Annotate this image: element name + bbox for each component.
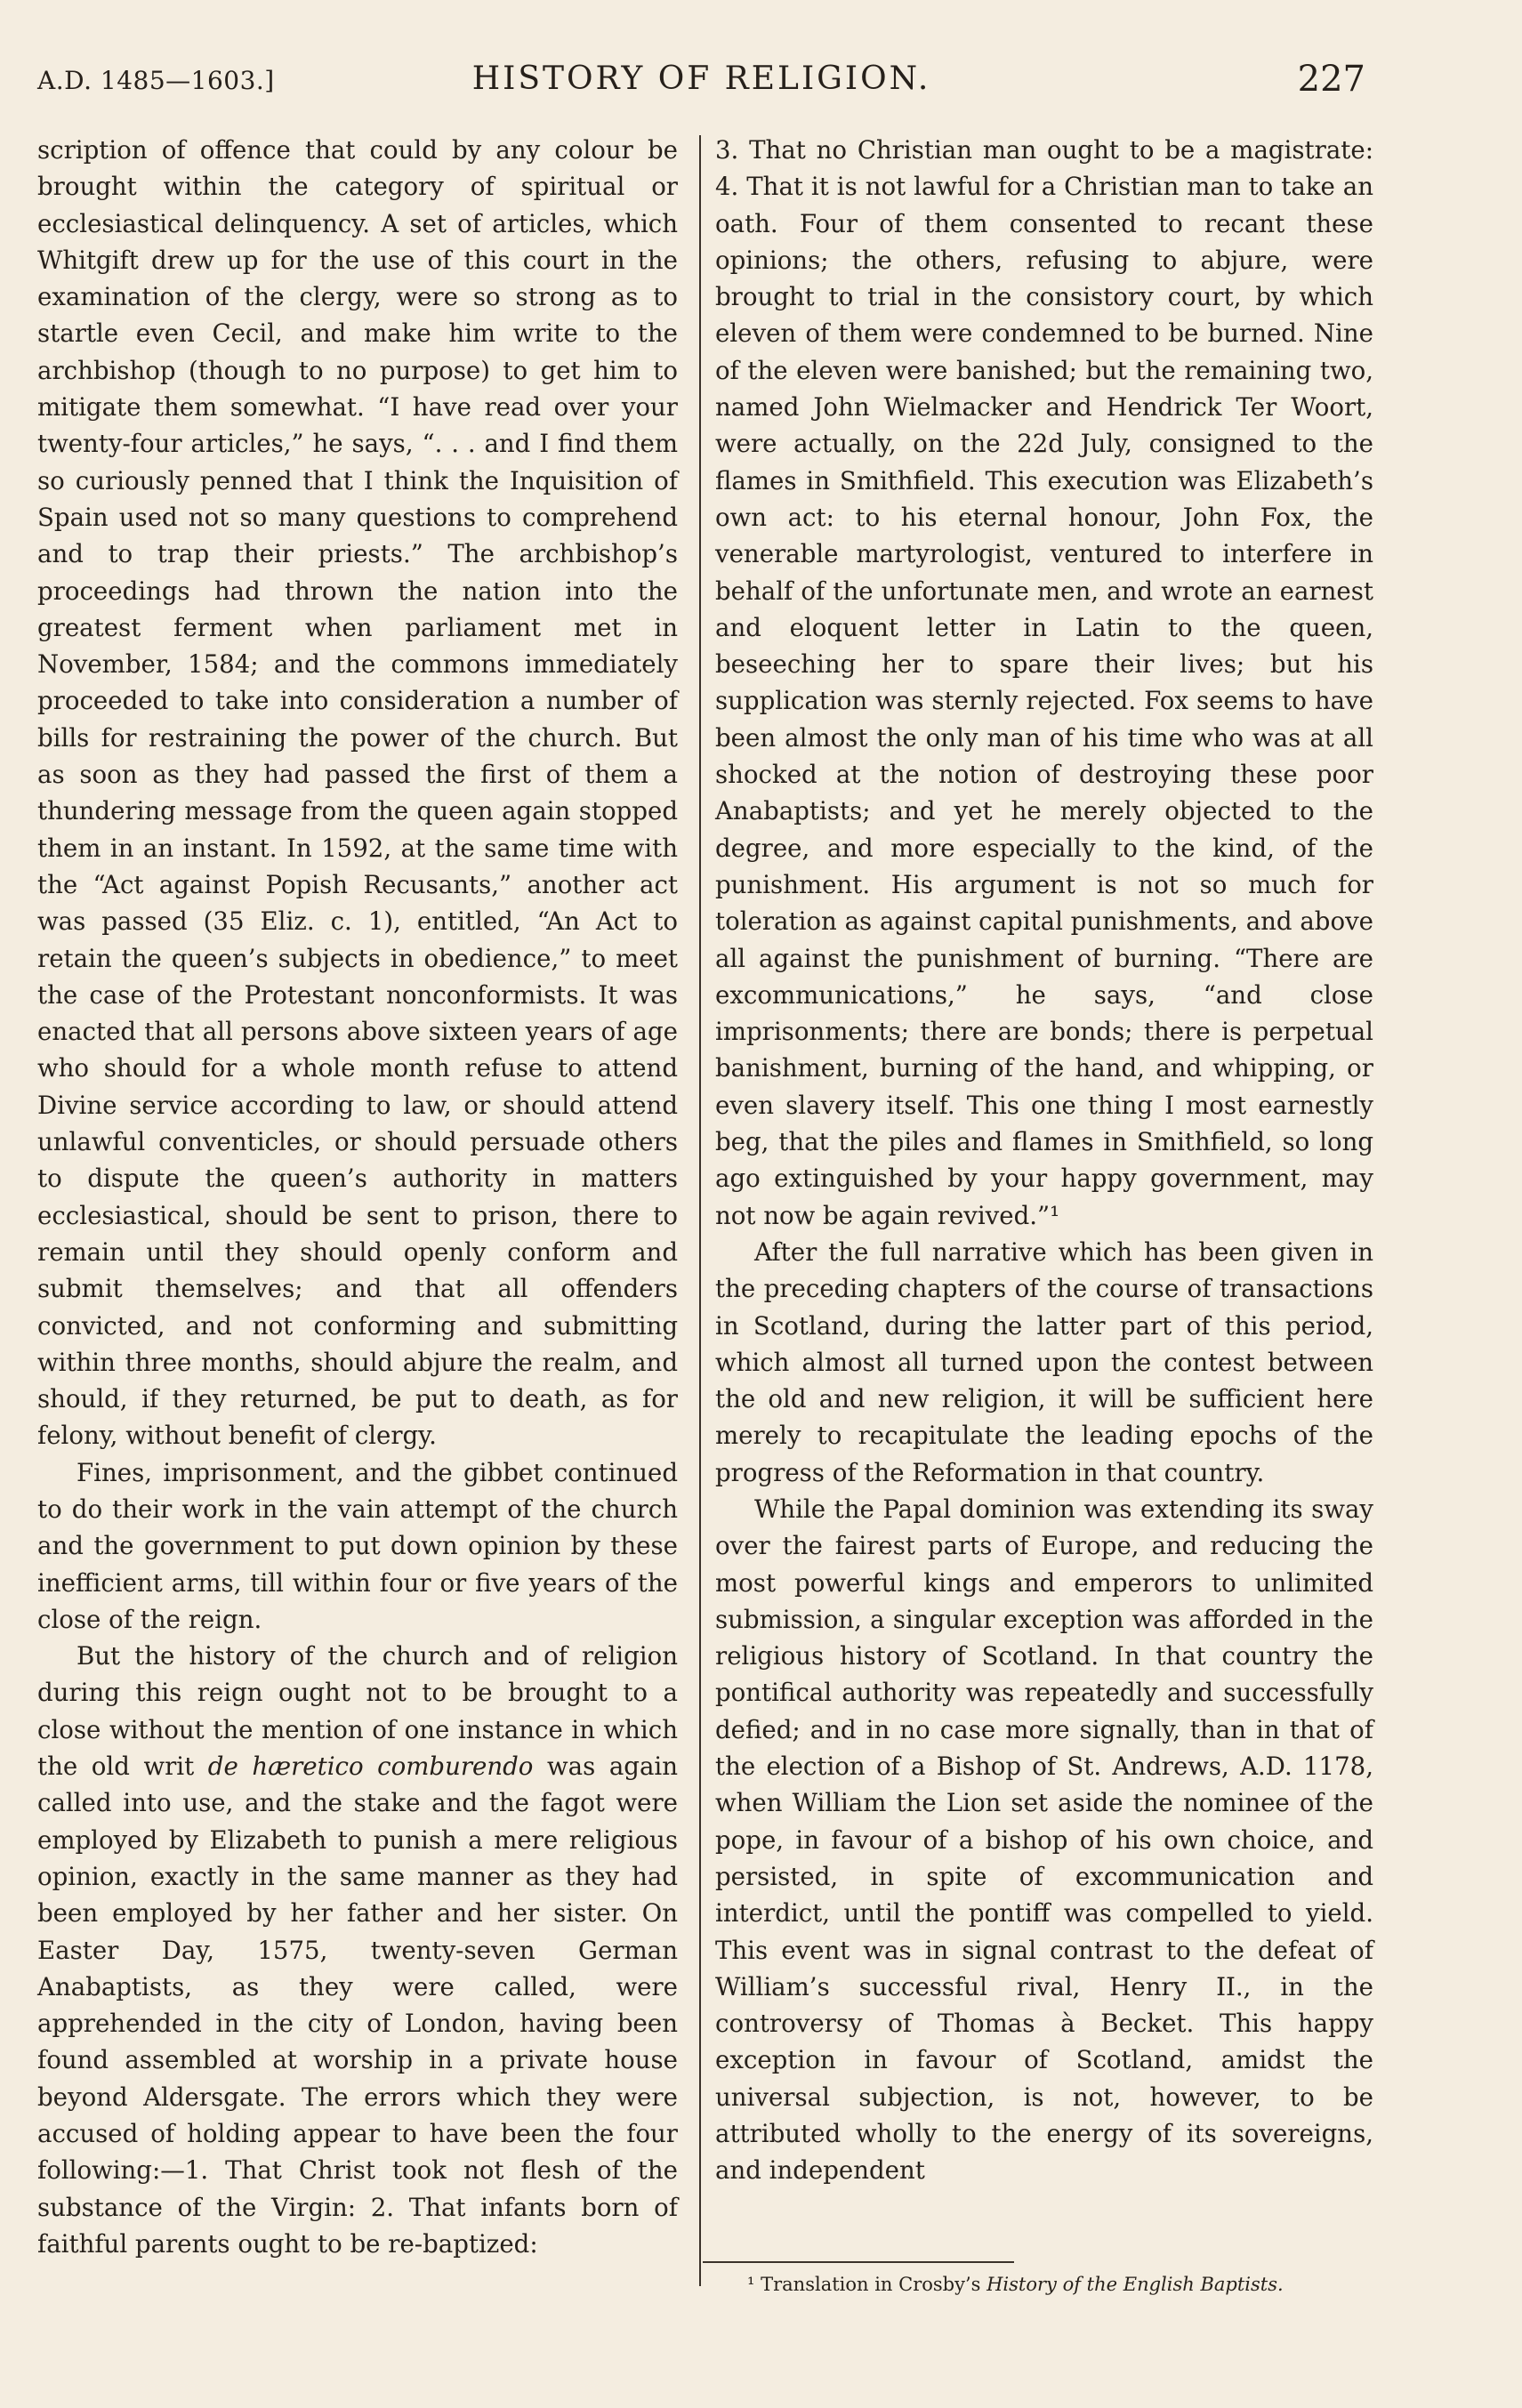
left-column [37,132,678,2262]
footnote [747,2272,1284,2297]
text-run: While the Papal dominion was extending its sway over the fairest parts of Europe, and reducing the most powerful kings and emperors to unlimited submission, a singular exception was afforded in the religious history of Scotland. In that country the pontifical authority was repeatedly and successfully defied; and in no case more signally, than in that of the election of a Bishop of St. Andrews, [715,1494,1373,1782]
text-run: 1178, when William the Lion set aside the nominee of the pope, in favour of a bishop of his own choice, and persisted, in spite of excommunication and interdict, until the pontiff was compelled to yield. This event was in signal contrast to the defeat of William’s successful rival, Henry II., in the controversy of Thomas à Becket. This happy exception in favour of Scotland, amidst the universal subjection, is not, however, to be attributed wholly to the energy of its sovereigns, and independent [715,1752,1373,2186]
footnote-marker: ¹ [747,2274,755,2295]
running-header [37,57,1365,110]
footnote-rule [703,2261,1014,2263]
header-date-range: A.D. 1485—1603.] [37,66,275,95]
paragraph: 3. That no Christian man ought to be a magistrate: 4. That it is not lawful for a Christian man to take an oath. Four of them consented to recant these opinions; the others, refusing to abjure, were brought to trial in the consistory court, by which eleven of them were condemned to be burned. Nine of the eleven were banished; but the remaining two, named John Wielmacker and Hendrick Ter Woort, were actually, on the 22d July, consigned to the flames in Smithfield. This execution was Elizabeth’s own act: to his eternal honour, John Fox, the venerable martyrologist, ventured to interfere in behalf of the unfortunate men, and wrote an earnest and eloquent letter in Latin to the queen, beseeching her to spare their lives; but his supplication was sternly rejected. Fox seems to have been almost the only man of his time who was at all shocked at the notion of destroying these poor Anabaptists; and yet he merely objected to the degree, and more especially to the kind, of the punishment. His argument is not so much for toleration as against capital punishments, and above all against the punishment of burning. “There are excommunications,” he says, “and close imprisonments; there are bonds; there is perpetual banishment, burning of the hand, and whipping, or even slavery itself. This one thing I most earnestly beg, that the piles and flames in Smithfield, so long ago extinguished by your happy government, may not now be again revived.”¹ [715,135,1373,1230]
right-column [715,132,1373,2189]
text-run: was again called into use, and the stake and the fagot were employed by Elizabeth to punish a mere religious opinion, exactly in the same manner as they had been employed by her father and her sister. On Easter Day, 1575, twenty-seven German Anabaptists, as they were called, were apprehended in the city of London, having been found assembled at worship in a private house beyond Aldersgate. The errors which they were accused of holding appear to have been the four following:—1. That Christ took not flesh of the substance of the Virgin: 2. That infants born of faithful parents ought to be re-baptized: [37,1752,678,2259]
header-title: HISTORY OF RELIGION. [471,60,931,97]
page-number: 227 [1297,59,1365,100]
paragraph [715,1491,1373,2189]
era-abbreviation: A.D. [1240,1752,1292,1782]
footnote-text: Translation in Crosby’s [761,2274,981,2295]
paragraph: Fines, imprisonment, and the gibbet continued to do their work in the vain attempt of the church and the government to put down opinion by these inefficient arms, till within four or five years of the close of the reign. [37,1457,678,1634]
text-run: But the history of the church and of religion during this reign ought not to be brought to a close without the mention of one instance in which the old writ [37,1641,678,1782]
column-divider [699,135,701,2286]
paragraph [37,1638,678,2262]
paragraph: After the full narrative which has been given in the preceding chapters of the course of transactions in Scotland, during the latter part of this period, which almost all turned upon the contest between the old and new religion, it will be sufficient here merely to recapitulate the leading epochs of the progress of the Reformation in that country. [715,1236,1373,1487]
footnote-book-title: History of the English Baptists. [986,2274,1284,2295]
latin-writ: de hæretico comburendo [207,1752,534,1782]
paragraph: scription of offence that could by any colour be brought within the category of spiritual or ecclesiastical delinquency. A set of articles, which Whitgift drew up for the use of this court in the examination of the clergy, were so strong as to startle even Cecil, and make him write to the archbishop (though to no purpose) to get him to mitigate them somewhat. “I have read over your twenty-four articles,” he says, “. . . and I find them so curiously penned that I think the Inquisition of Spain used not so many questions to comprehend and to trap their priests.” The archbishop’s proceedings had thrown the nation into the greatest ferment when parliament met in November, 1584; and the commons immediately proceeded to take into consideration a number of bills for restraining the power of the church. But as soon as they had passed the first of them a thundering message from the queen again stopped them in an instant. In 1592, at the same time with the “Act against Popish Recusants,” another act was passed (35 Eliz. c. 1), entitled, “An Act to retain the queen’s subjects in obedience,” to meet the case of the Protestant nonconformists. It was enacted that all persons above sixteen years of age who should for a whole month refuse to attend Divine service according to law, or should attend unlawful conventicles, or should persuade others to dispute the queen’s authority in matters ecclesiastical, should be sent to prison, there to remain until they should openly conform and submit themselves; and that all offenders convicted, and not conforming and submitting within three months, should abjure the realm, and should, if they returned, be put to death, as for felony, without benefit of clergy. [37,135,678,1451]
